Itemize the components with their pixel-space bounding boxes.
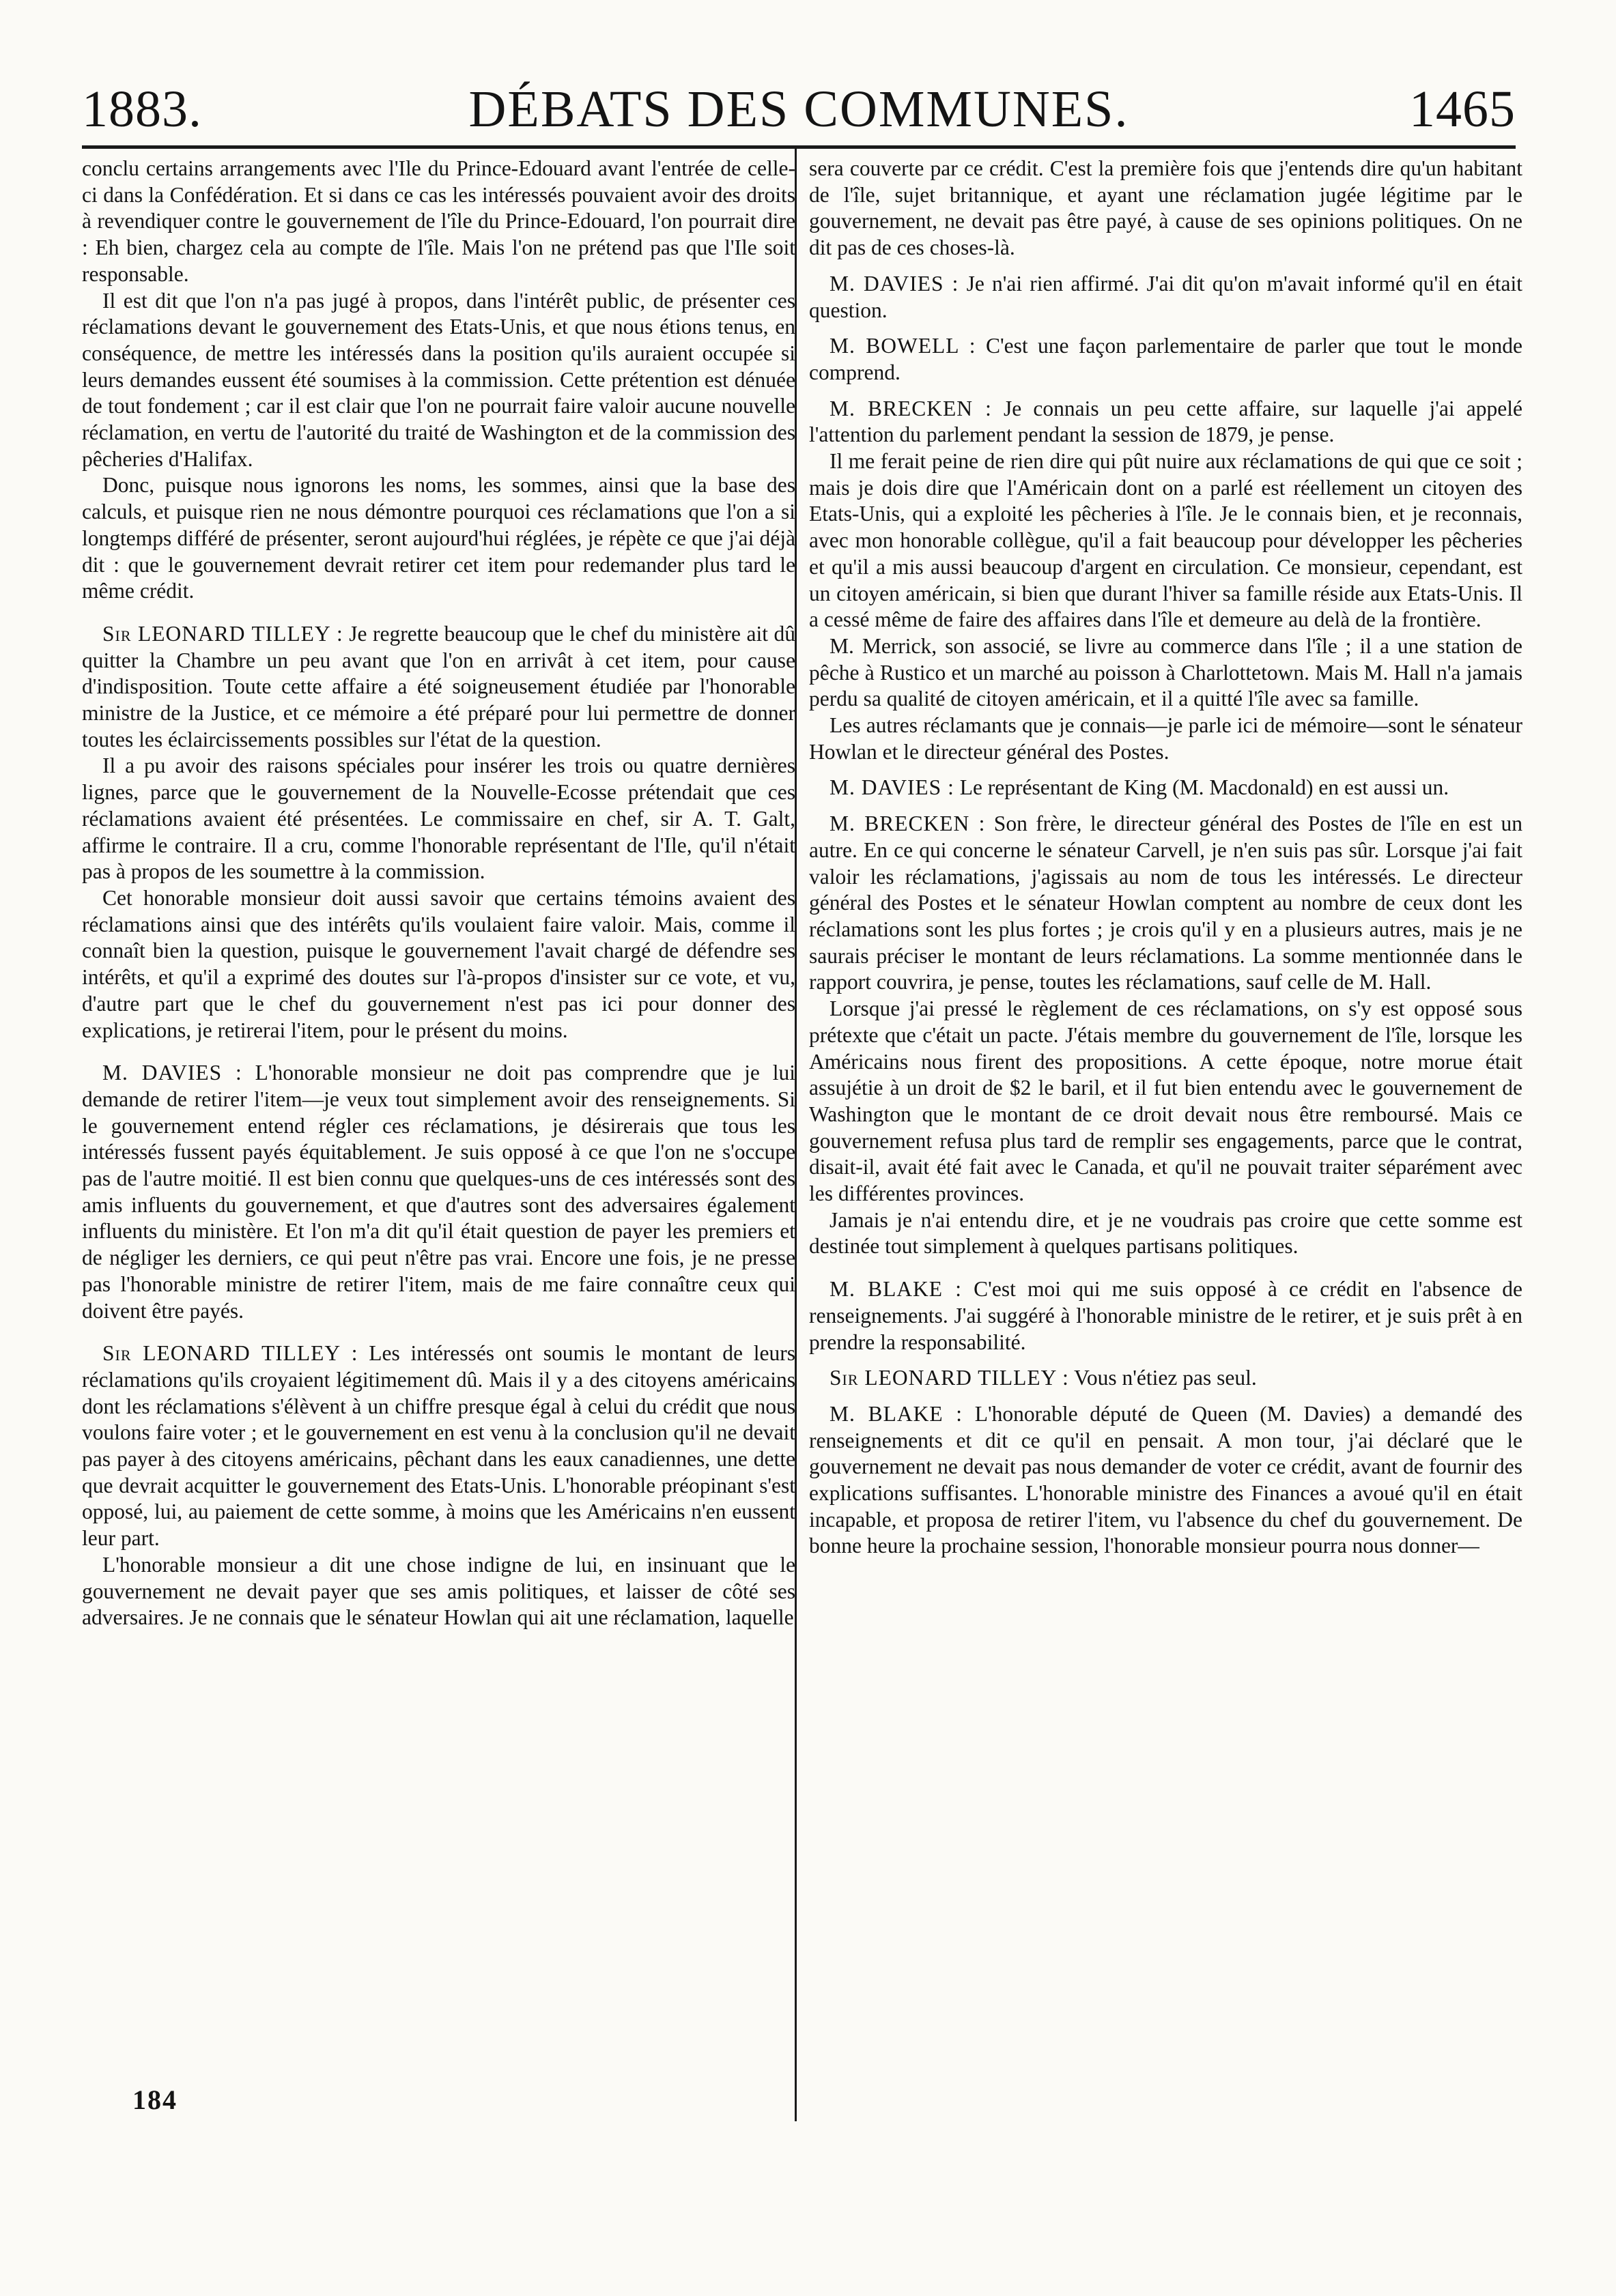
speaker-name: M. BOWELL :	[830, 334, 976, 358]
paragraph-text: Je regrette beaucoup que le chef du ministère ait dû quitter la Chambre un peu avant que l'on en arrivât à cet item, pour cause d'indisposition. Toute cette affaire a été soigneusement étudiée par l'honorable ministre de la Justice, et ce mémoire a été préparé pour lui permettre de donner toutes les éclaircissements possibles sur l'état de la question.	[82, 621, 795, 751]
paragraph	[809, 156, 1522, 261]
running-header	[82, 68, 1516, 150]
speaker-name: M. BRECKEN :	[830, 812, 986, 836]
paragraph	[82, 472, 795, 605]
paragraph-text: Jamais je n'ai entendu dire, et je ne voudrais pas croire que cette somme est destinée tout simplement à quelques partisans politiques.	[809, 1207, 1522, 1259]
speaker-name: M. BLAKE :	[830, 1401, 963, 1426]
paragraph	[82, 885, 795, 1044]
paragraph	[82, 1552, 795, 1631]
header-page-number: 1465	[1409, 81, 1516, 138]
speaker-name: Sir LEONARD TILLEY :	[830, 1366, 1069, 1390]
speaker-name: M. DAVIES :	[830, 271, 959, 296]
speech	[809, 271, 1522, 324]
speech	[809, 1276, 1522, 1355]
paragraph-text: Il est dit que l'on n'a pas jugé à propos, dans l'intérêt public, de présenter ces réclamations devant le gouvernement des Etats-Unis, et que nous étions tenus, en conséquence, de mettre les intéressés dans la position qu'ils auraient occupée si leurs demandes eussent été soumises à la commission. Cette prétention est dénuée de tout fondement ; car il est clair que l'on ne pourrait faire valoir aucune nouvelle réclamation, en vertu de l'autorité du traité de Washington et de la commission des pêcheries d'Halifax.	[82, 288, 795, 471]
paragraph-text: Cet honorable monsieur doit aussi savoir que certains témoins avaient des réclamations ainsi que des intérêts qu'ils voulaient faire valoir. Mais, comme il connaît bien la question, puisque le gouvernement l'avait chargé de défendre ses intérêts, et qu'il a exprimé des doutes sur l'à-propos d'insister sur ce vote, et vu, d'autre part que le chef du gouvernement n'est pas ici pour donner des explications, je retirerai l'item, pour le présent du moins.	[82, 885, 795, 1042]
paragraph-text: Je n'ai rien affirmé. J'ai dit qu'on m'avait informé qu'il en était question.	[809, 271, 1522, 322]
paragraph	[809, 633, 1522, 713]
speech	[809, 775, 1522, 801]
paragraph-text: Donc, puisque nous ignorons les noms, les sommes, ainsi que la base des calculs, et puisque rien ne nous démontre pourquoi ces réclamations que l'on a si longtemps différé de présenter, seront aujourd'hui réglées, je répète ce que j'ai déjà dit : que le gouvernement devrait retirer cet item pour redemander plus tard le même crédit.	[82, 473, 795, 603]
paragraph-text: Lorsque j'ai pressé le règlement de ces réclamations, on s'y est opposé sous prétexte que c'était un pacte. J'étais membre du gouvernement de l'île, lorsque les Américains nous firent des propositions. A cette époque, notre morue était assujétie à un droit de $2 le baril, et il fut bien entendu avec le gouvernement de Washington que le montant de ce droit devait nous être remboursé. Mais ce gouvernement refusa plus tard de remplir ses engagements, parce que le contrat, disait-il, avait été fait avec le Canada, et qu'il ne pouvait traiter séparément avec les différentes provinces.	[809, 996, 1522, 1206]
paragraph	[82, 156, 795, 288]
paragraph-text: Le représentant de King (M. Macdonald) en est aussi un.	[959, 775, 1449, 800]
paragraph-text: M. Merrick, son associé, se livre au commerce dans l'île ; il a une station de pêche à Rustico et un marché au poisson à Charlottetown. Mais M. Hall n'a jamais perdu sa qualité de citoyen américain, et il a quitté l'île avec sa famille.	[809, 633, 1522, 711]
speech	[82, 621, 795, 754]
paragraph-text: Vous n'étiez pas seul.	[1074, 1366, 1257, 1390]
speech	[82, 1340, 795, 1552]
speech	[82, 1060, 795, 1324]
paragraph-text: L'honorable monsieur a dit une chose indigne de lui, en insinuant que le gouvernement ne devait payer que ses amis politiques, et laisser de côté ses adversaires. Je ne connais que le sénateur Howlan qui ait une réclamation, laquelle	[82, 1552, 795, 1630]
paragraph-text: Je connais un peu cette affaire, sur laquelle j'ai appelé l'attention du parlement pendant la session de 1879, je pense.	[809, 396, 1522, 447]
header-year: 1883.	[82, 81, 202, 138]
paragraph-text: Il a pu avoir des raisons spéciales pour insérer les trois ou quatre dernières lignes, parce que le gouvernement de la Nouvelle-Ecosse prétendait que ces réclamations avaient été présentées. Le commissaire en chef, sir A. T. Galt, affirme le contraire. Il a cru, comme l'honorable représentant de l'Ile, qu'il n'était pas à propos de les soumettre à la commission.	[82, 754, 795, 884]
paragraph-text: conclu certains arrangements avec l'Ile du Prince-Edouard avant l'entrée de celle-ci dans la Confédération. Et si dans ce cas les intéressés pouvaient avoir des droits à revendiquer contre le gouvernement de l'île du Prince-Edouard, l'on pourrait dire : Eh bien, chargez cela au compte de l'île. Mais l'on ne prétend pas que l'Ile soit responsable.	[82, 156, 795, 286]
speaker-name: Sir LEONARD TILLEY :	[102, 1341, 358, 1366]
speaker-name: M. DAVIES :	[830, 775, 954, 800]
speaker-name: M. BLAKE :	[830, 1277, 962, 1302]
paragraph	[809, 713, 1522, 765]
paragraph	[82, 753, 795, 885]
paragraph-text: Son frère, le directeur général des Postes de l'île en est un autre. En ce qui concerne le sénateur Carvell, je n'en suis pas sûr. Lorsque j'ai fait valoir les réclamations, j'agissais au nom de tous les intéressés. Le directeur général des Postes et le sénateur Howlan comptent au nombre de ceux dont les réclamations sont les plus fortes ; je crois qu'il y en a plusieurs autres, mais je ne saurais préciser le montant de leurs réclamations. La somme mentionnée dans le rapport couvrira, je pense, toutes les réclamations, sauf celle de M. Hall.	[809, 812, 1522, 994]
signature-mark: 184	[132, 2084, 178, 2115]
paragraph-text: sera couverte par ce crédit. C'est la première fois que j'entends dire qu'un habitant de l'île, sujet britannique, et ayant une réclamation jugée légitime par le gouvernement, ne devait pas être payé, à cause de ses opinions politiques. On ne dit pas de ces choses-là.	[809, 156, 1522, 260]
speech	[809, 1365, 1522, 1392]
paragraph-text: C'est moi qui me suis opposé à ce crédit en l'absence de renseignements. J'ai suggéré à l'honorable ministre de le retirer, et je suis prêt à en prendre la responsabilité.	[809, 1277, 1522, 1354]
speaker-name: M. DAVIES :	[102, 1061, 242, 1085]
speech	[809, 1401, 1522, 1560]
paragraph	[82, 288, 795, 473]
paragraph	[809, 1207, 1522, 1260]
paragraph	[809, 996, 1522, 1207]
paragraph-text: Les autres réclamants que je connais—je parle ici de mémoire—sont le sénateur Howlan et le directeur général des Postes.	[809, 713, 1522, 764]
right-column	[809, 156, 1522, 2114]
paragraph-text: C'est une façon parlementaire de parler que tout le monde comprend.	[809, 334, 1522, 384]
speaker-name: Sir LEONARD TILLEY :	[102, 621, 343, 646]
paragraph-text: Il me ferait peine de rien dire qui pût nuire aux réclamations de qui que ce soit ; mais je dois dire que l'Américain dont on a parlé est réellement un citoyen des Etats-Unis, qui a exploité les pêcheries à l'île. Je le connais bien, et je reconnais, avec mon honorable collègue, qu'il a fait beaucoup pour développer les pêcheries et qu'il a mis aussi beaucoup d'argent en circulation. Ce monsieur, cependant, est un citoyen américain, si bien que durant l'hiver sa famille réside aux Etats-Unis. Il a cessé même de faire des affaires dans l'île et demeure au delà de la frontière.	[809, 449, 1522, 632]
paragraph-text: L'honorable monsieur ne doit pas comprendre que je lui demande de retirer l'item—je veux tout simplement avoir des renseignements. Si le gouvernement entend régler ces réclamations, je désirerais que tous les intéressés fussent payés équitablement. Je suis opposé à ce que l'on ne s'occupe pas de l'autre moitié. Il est bien connu que quelques-uns de ces intéressés sont des amis influents du gouvernement, et que d'autres sont des adversaires également influents du ministère. Et l'on m'a dit qu'il était question de payer les premiers et de négliger les derniers, ce qui peut n'être pas vrai. Encore une fois, je ne presse pas l'honorable ministre de retirer l'item, mais de me faire connaître ceux qui doivent être payés.	[82, 1061, 795, 1323]
header-title: DÉBATS DES COMMUNES.	[468, 81, 1129, 138]
paragraph	[809, 448, 1522, 633]
left-column	[82, 156, 795, 2114]
paragraph-text: L'honorable député de Queen (M. Davies) a demandé des renseignements et dit ce qu'il en pensait. A mon tour, j'ai déclaré que le gouvernement ne devait pas nous demander de voter ce crédit, avant de fournir des explications suffisantes. L'honorable ministre des Finances a avoué qu'il en était incapable, et proposa de retirer l'item, vu l'absence du chef du gouvernement. De bonne heure la prochaine session, l'honorable monsieur pourra nous donner—	[809, 1401, 1522, 1558]
speaker-name: M. BRECKEN :	[830, 396, 992, 420]
speech	[809, 396, 1522, 448]
header-rule	[82, 145, 1516, 149]
paragraph-text: Les intéressés ont soumis le montant de leurs réclamations qu'ils croyaient légitimement dû. Mais il y a des citoyens américains dont les réclamations s'élèvent à un chiffre presque égal à celui du crédit que nous voulons faire voter ; et le gouvernement en est venu à la conclusion qu'il ne devait pas payer à des citoyens américains, pêchant dans les eaux canadiennes, une dette que devrait acquitter le gouvernement des Etats-Unis. L'honorable préopinant s'est opposé, lui, au paiement de cette somme, à moins que les Américains n'en eussent leur part.	[82, 1341, 795, 1551]
speech	[809, 811, 1522, 996]
speech	[809, 333, 1522, 386]
